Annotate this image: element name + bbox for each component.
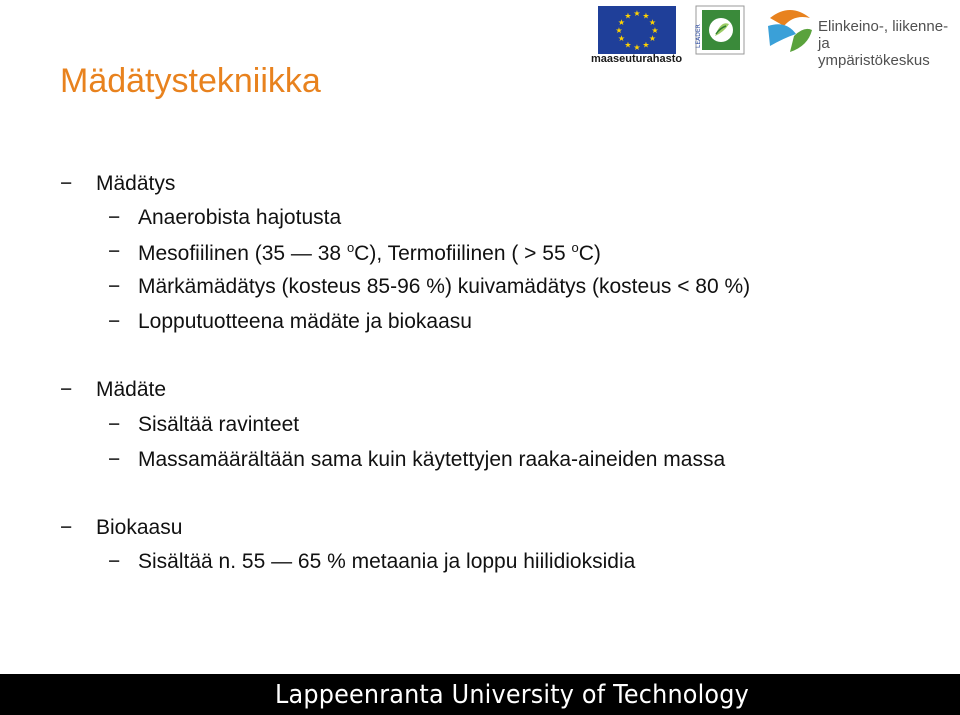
bullet-text: Mesofiilinen (35 — 38 $^o$C), Termofiilinen ( > 55 $^o$C) (138, 240, 601, 265)
leader-logo (696, 6, 744, 54)
svg-text:★: ★ (617, 18, 626, 27)
bullet-text: Mädäte (96, 378, 167, 401)
svg-text:LEADER: LEADER (695, 24, 702, 48)
svg-text:★: ★ (633, 9, 641, 18)
bullet-marker: − (108, 275, 121, 298)
svg-text:★: ★ (624, 11, 632, 21)
bullet-text: Anaerobista hajotusta (138, 206, 342, 229)
bullet-text: Märkämädätys (kosteus 85-96 %) kuivamädätys (kosteus < 80 %) (138, 275, 751, 298)
ely-logo-line1: Elinkeino-, liikenne- ja (818, 18, 949, 52)
bullet-marker: − (108, 448, 121, 471)
bullet-marker: − (60, 172, 73, 195)
footer-bar (0, 674, 960, 715)
svg-text:★: ★ (648, 18, 657, 27)
svg-text:★: ★ (642, 11, 650, 21)
svg-text:★: ★ (624, 40, 632, 50)
svg-text:★: ★ (617, 34, 626, 43)
eu-logo-label: maaseuturahasto (591, 53, 683, 65)
bullet-text: Sisältää n. 55 — 65 % metaania ja loppu hiilidioksidia (138, 550, 636, 573)
svg-text:★: ★ (642, 40, 650, 50)
slide-title: Mädätystekniikka (60, 62, 321, 100)
ely-logo-line2: ympäristökeskus (818, 52, 930, 69)
ely-logo-label (818, 18, 960, 69)
footer-university-name: Lappeenranta University of Technology (275, 680, 749, 710)
eu-flag-logo (598, 6, 676, 54)
bullet-marker: − (108, 240, 121, 263)
bullet-text: Massamäärältään sama kuin käytettyjen raaka-aineiden massa (138, 448, 726, 471)
bullet-text: Mädätys (96, 172, 176, 195)
svg-text:★: ★ (651, 26, 659, 35)
bullet-marker: − (108, 550, 121, 573)
bullet-marker: − (108, 206, 121, 229)
bullet-marker: − (60, 516, 73, 539)
svg-text:★: ★ (615, 26, 623, 35)
ely-logo (764, 4, 816, 56)
bullet-text: Sisältää ravinteet (138, 413, 300, 436)
bullet-text: Biokaasu (96, 516, 183, 539)
svg-text:★: ★ (633, 43, 641, 52)
svg-text:★: ★ (648, 34, 657, 43)
bullet-marker: − (60, 378, 73, 401)
bullet-marker: − (108, 310, 121, 333)
bullet-text: Lopputuotteena mädäte ja biokaasu (138, 310, 472, 333)
bullet-marker: − (108, 413, 121, 436)
